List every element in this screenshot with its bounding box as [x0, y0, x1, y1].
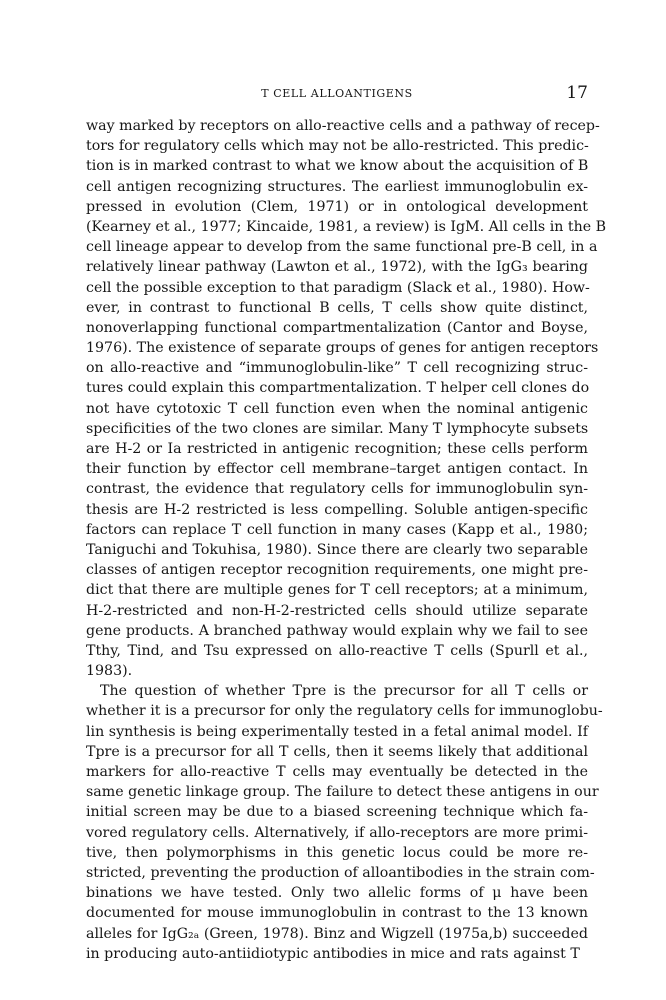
text-line: 1983). [86, 663, 133, 680]
text-line: The question of whether Tpre is the precursor for all T cells or [100, 683, 588, 700]
text-line: lin synthesis is being experimentally tested in a fetal animal model. If [86, 723, 588, 740]
text-line: cell antigen recognizing structures. The earliest immunoglobulin ex- [86, 178, 588, 195]
text-line: documented for mouse immunoglobulin in contrast to the 13 known [86, 905, 588, 922]
text-line: stricted, preventing the production of alloantibodies in the strain com- [86, 864, 595, 881]
paragraph-2 [86, 681, 603, 964]
page-number: 17 [566, 83, 588, 103]
text-line: 1976). The existence of separate groups of genes for antigen receptors [86, 340, 599, 357]
text-line: pressed in evolution (Clem, 1971) or in ontological development [86, 198, 588, 215]
text-line: tive, then polymorphisms in this genetic locus could be more re- [86, 844, 588, 861]
text-line: cell the possible exception to that paradigm (Slack et al., 1980). How- [86, 279, 590, 296]
text-line: markers for allo-reactive T cells may eventually be detected in the [86, 764, 588, 780]
text-line: H-2-restricted and non-H-2-restricted cells should utilize separate [86, 602, 588, 619]
text-line: tures could explain this compartmentalization. T helper cell clones do [86, 380, 590, 397]
running-head [86, 83, 588, 105]
text-line: same genetic linkage group. The failure to detect these antigens in our [86, 784, 599, 801]
text-line: in producing auto-antiidiotypic antibodies in mice and rats against T [86, 945, 580, 962]
text-line: (Kearney et al., 1977; Kincaide, 1981, a review) is IgM. All cells in the B [86, 218, 607, 235]
text-line: cell lineage appear to develop from the same functional pre-B cell, in a [86, 239, 598, 256]
text-line: on allo-reactive and “immunoglobulin-like” T cell recognizing struc- [86, 360, 588, 377]
text-line: binations we have tested. Only two allelic forms of μ have been [86, 885, 588, 902]
text-line: gene products. A branched pathway would explain why we fail to see [86, 622, 588, 639]
text-line: their function by effector cell membrane–target antigen contact. In [86, 461, 588, 478]
text-line: Taniguchi and Tokuhisa, 1980). Since there are clearly two separable [86, 541, 588, 558]
text-line: dict that there are multiple genes for T cell receptors; at a minimum, [86, 582, 588, 599]
text-line: tors for regulatory cells which may not be allo-restricted. This predic- [86, 138, 589, 155]
text-line: vored regulatory cells. Alternatively, if allo-receptors are more primi- [86, 824, 588, 841]
text-line: initial screen may be due to a biased screening technique which fa- [86, 804, 588, 821]
text-line: specificities of the two clones are similar. Many T lymphocyte subsets [86, 420, 589, 437]
text-line: Tthy, Tind, and Tsu expressed on allo-reactive T cells (Spurll et al., [86, 642, 588, 659]
text-line: factors can replace T cell function in many cases (Kapp et al., 1980; [86, 521, 588, 538]
text-line: thesis are H-2 restricted is less compelling. Soluble antigen-specific [86, 501, 588, 518]
text-line: classes of antigen receptor recognition requirements, one might pre- [86, 562, 588, 579]
body-text [86, 116, 607, 964]
text-line: way marked by receptors on allo-reactive cells and a pathway of recep- [86, 118, 600, 134]
text-line: alleles for IgG₂ₐ (Green, 1978). Binz and Wigzell (1975a,b) succeeded [86, 925, 588, 942]
text-line: are H-2 or Ia restricted in antigenic recognition; these cells perform [86, 441, 588, 457]
running-title: T CELL ALLOANTIGENS [261, 87, 413, 100]
text-line: relatively linear pathway (Lawton et al., 1972), with the IgG₃ bearing [86, 259, 588, 276]
text-line: ever, in contrast to functional B cells, T cells show quite distinct, [86, 299, 588, 316]
text-line: Tpre is a precursor for all T cells, then it seems likely that additional [86, 743, 588, 760]
text-line: tion is in marked contrast to what we know about the acquisition of B [86, 158, 589, 175]
text-line: nonoverlapping functional compartmentalization (Cantor and Boyse, [86, 319, 588, 336]
text-line: whether it is a precursor for only the regulatory cells for immunoglobu- [86, 703, 603, 720]
paragraph-1 [86, 116, 607, 681]
text-line: contrast, the evidence that regulatory cells for immunoglobulin syn- [86, 481, 588, 498]
text-line: not have cytotoxic T cell function even when the nominal antigenic [86, 400, 588, 417]
